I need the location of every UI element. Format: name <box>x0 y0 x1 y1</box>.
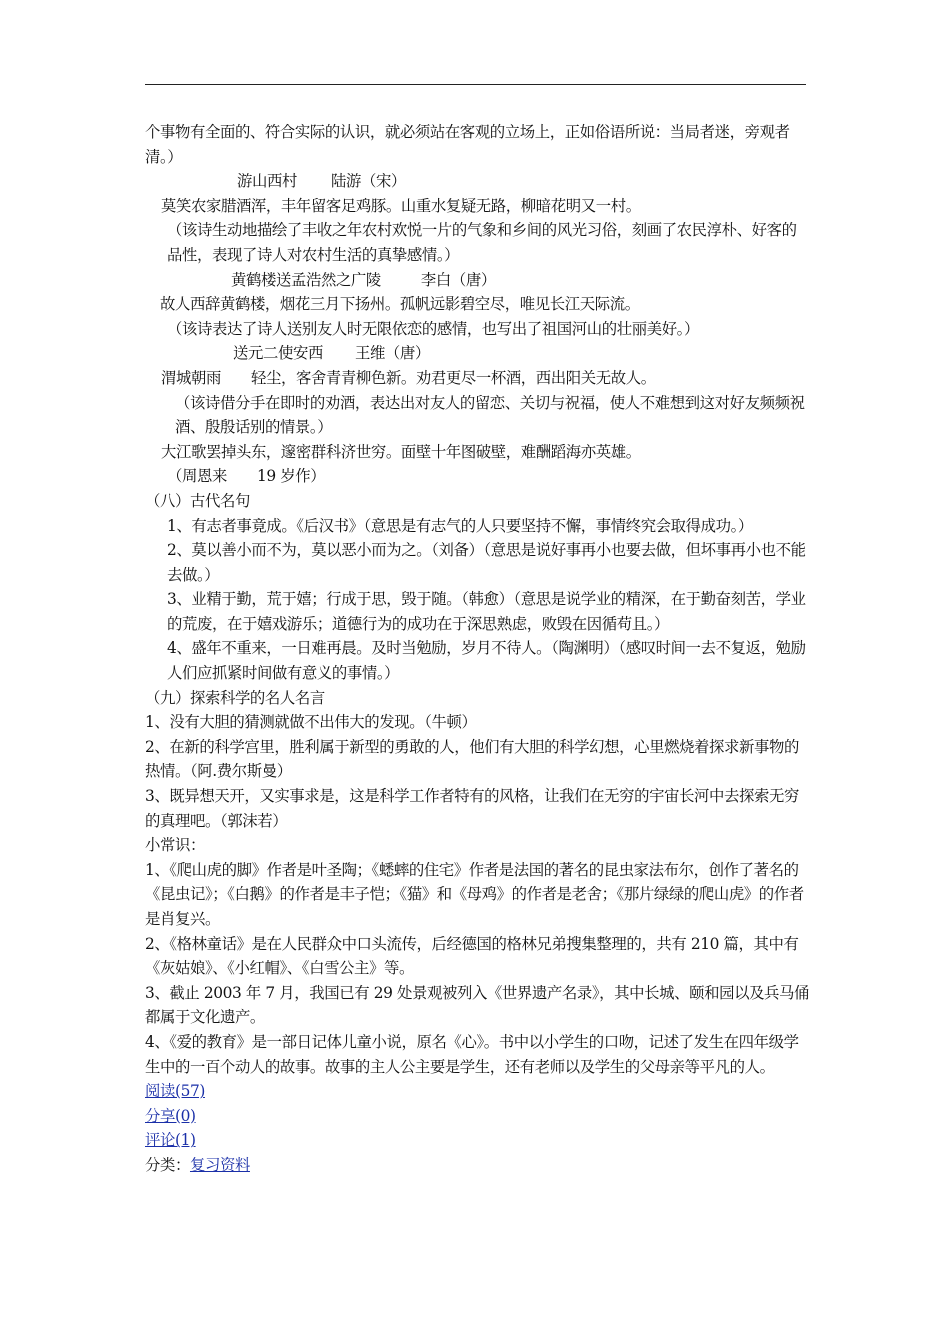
poem4-author-name: （周恩来 <box>167 467 227 486</box>
footer-read-row <box>145 1079 810 1104</box>
trivia-heading: 小常识： <box>145 836 205 855</box>
poem2-title: 黄鹤楼送孟浩然之广陵 <box>231 270 381 289</box>
category-link[interactable]: 复习资料 <box>189 1155 250 1174</box>
poem1-note: （该诗生动地描绘了丰收之年农村欢悦一片的气象和乡间的风光习俗，刻画了农民淳朴、好客的品性，表现了诗人对农村生活的真挚感情。） <box>167 221 797 264</box>
trivia-item: 3、截止 2003 年 7 月，我国已有 29 处景观被列入《世界遗产名录》，其中长城、颐和园以及兵马俑都属于文化遗产。 <box>145 983 810 1027</box>
section8-item: 1、有志者事竟成。《后汉书》（意思是有志气的人只要坚持不懈，事情终究会取得成功。） <box>167 516 753 535</box>
section9-heading: （九）探索科学的名人名言 <box>145 688 325 707</box>
poem1-text: 莫笑农家腊酒浑，丰年留客足鸡豚。山重水复疑无路，柳暗花明又一村。 <box>161 196 641 215</box>
share-count-link[interactable]: 分享(0) <box>145 1106 196 1125</box>
section8-item: 4、盛年不重来，一日难再晨。及时当勉励，岁月不待人。（陶渊明）（感叹时间一去不复返，勉励人们应抓紧时间做有意义的事情。） <box>167 639 806 683</box>
poem3-heading <box>145 341 810 366</box>
section9-item: 3、既异想天开，又实事求是，这是科学工作者特有的风格，让我们在无穷的宇宙长河中去探索无穷的真理吧。（郭沫若） <box>145 787 799 830</box>
footer-comment-row <box>145 1128 810 1153</box>
poem3-title: 送元二使安西 <box>233 344 323 363</box>
footer-category-row <box>145 1153 810 1178</box>
poem3-author: 王维（唐） <box>354 344 430 363</box>
trivia-item: 2、《格林童话》是在人民群众中口头流传，后经德国的格林兄弟搜集整理的，共有 210 篇，其中有《灰姑娘》、《小红帽》、《白雪公主》等。 <box>145 934 799 978</box>
poem3-note: （该诗借分手在即时的劝酒，表达出对友人的留恋、关切与祝福，使人不难想到这对好友频频祝酒、殷殷话别的情景。） <box>175 393 805 437</box>
poem2-heading <box>145 268 810 293</box>
read-count-link[interactable]: 阅读(57) <box>145 1082 205 1101</box>
poem1-title: 游山西村 <box>237 172 297 191</box>
poem4-text: 大江歌罢掉头东，邃密群科济世穷。面壁十年图破壁，难酬蹈海亦英雄。 <box>161 442 641 461</box>
section9-item: 2、在新的科学宫里，胜利属于新型的勇敢的人，他们有大胆的科学幻想，心里燃烧着探求新事物的热情。（阿.费尔斯曼） <box>145 737 799 781</box>
poem3-text-rest: 轻尘，客舍青青柳色新。劝君更尽一杯酒，西出阳关无故人。 <box>250 368 656 387</box>
category-label: 分类： <box>145 1155 190 1174</box>
comment-count-link[interactable]: 评论(1) <box>145 1131 196 1150</box>
poem2-note: （该诗表达了诗人送别友人时无限依恋的感情，也写出了祖国河山的壮丽美好。） <box>167 319 699 338</box>
poem2-author: 李白（唐） <box>420 270 496 289</box>
poem2-text: 故人西辞黄鹤楼，烟花三月下扬州。孤帆远影碧空尽，唯见长江天际流。 <box>160 295 640 314</box>
trivia-item: 1、《爬山虎的脚》作者是叶圣陶；《蟋蟀的住宅》作者是法国的著名的昆虫家法布尔，创作了著名的《昆虫记》；《白鹅》的作者是丰子恺；《猫》和《母鸡》的作者是老舍；《那片绿绿的爬山虎》的作者是肖复兴。 <box>145 860 804 928</box>
header-rule <box>145 84 806 85</box>
section8-item: 2、莫以善小而不为，莫以恶小而为之。（刘备）（意思是说好事再小也要去做，但坏事再小也不能去做。） <box>167 541 806 584</box>
poem1-author: 陆游（宋） <box>330 172 406 191</box>
trivia-item: 4、《爱的教育》是一部日记体儿童小说，原名《心》。书中以小学生的口吻，记述了发生在四年级学生中的一百个动人的故事。故事的主人公主要是学生，还有老师以及学生的父母亲等平凡的人。 <box>145 1032 799 1076</box>
document-body <box>145 120 810 1178</box>
poem3-text-start: 渭城朝雨 <box>161 368 221 387</box>
section9-item: 1、没有大胆的猜测就做不出伟大的发现。（牛顿） <box>145 713 477 732</box>
footer-share-row <box>145 1104 810 1129</box>
intro-paragraph: 个事物有全面的、符合实际的认识，就必须站在客观的立场上，正如俗语所说：当局者迷，旁观者清。） <box>145 123 790 166</box>
poem3-text <box>145 366 810 391</box>
poem4-author <box>145 464 810 489</box>
poem4-author-age: 19 岁作） <box>256 467 326 486</box>
section8-heading: （八）古代名句 <box>145 491 250 510</box>
poem1-heading <box>145 169 810 194</box>
section8-item: 3、业精于勤，荒于嬉；行成于思，毁于随。（韩愈）（意思是说学业的精深，在于勤奋刻苦，学业的荒废，在于嬉戏游乐；道德行为的成功在于深思熟虑，败毁在因循苟且。） <box>167 590 806 633</box>
